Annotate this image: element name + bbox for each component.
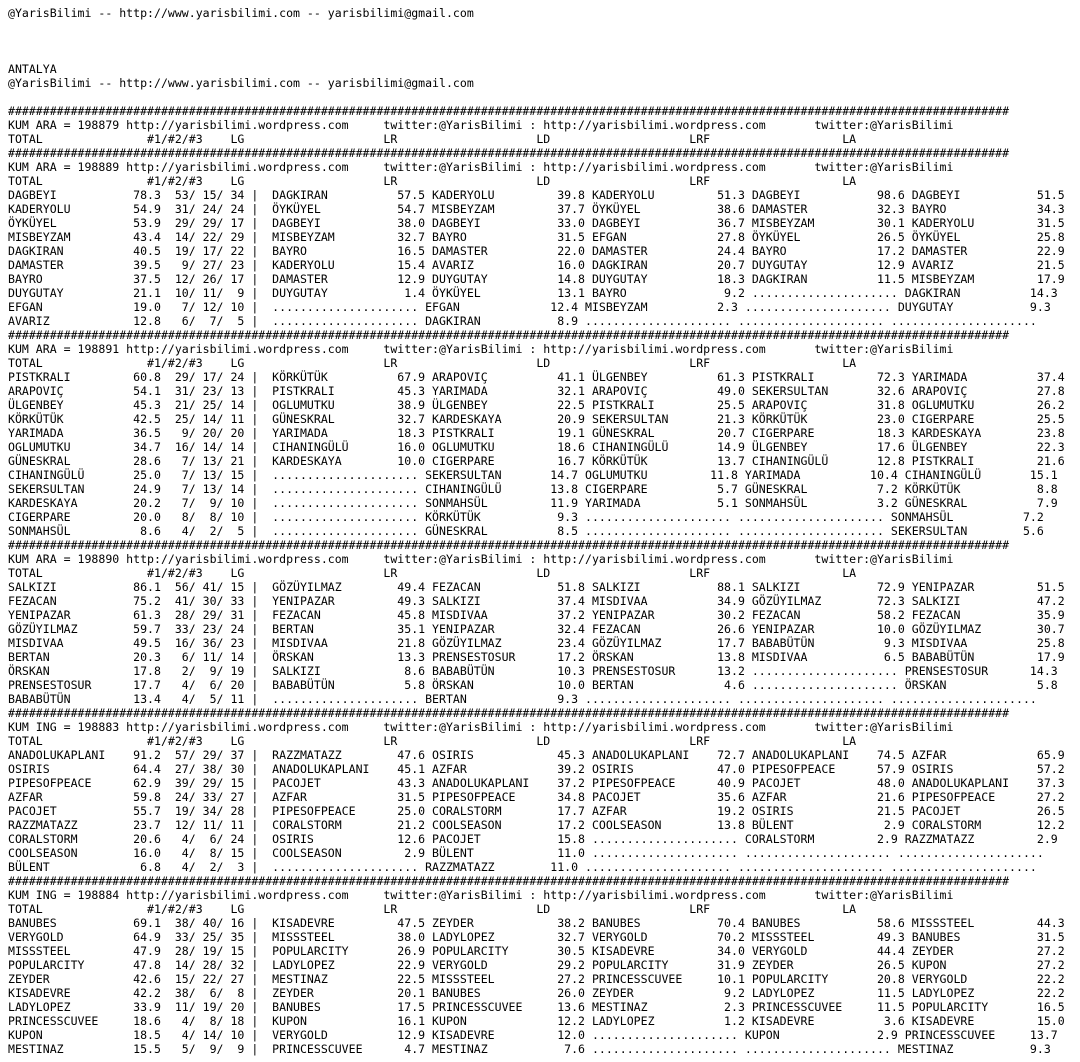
blank-line bbox=[8, 90, 1080, 104]
table-row: ÜLGENBEY 45.3 21/ 25/ 14 | OGLUMUTKU 38.9 ÜLGENBEY 22.5 PISTKRALI 25.5 ARAPOVIÇ 31.8 OGLUMUTKU 26.2 bbox=[8, 398, 1065, 412]
race-header: KUM ING = 198884 http://yarisbilimi.wordpress.com twitter:@YarisBilimi : http://yarisbilimi.wordpress.com twitter:@YarisBilimi bbox=[8, 888, 954, 902]
table-row: AVARIZ 12.8 6/ 7/ 5 | ..................... DAGKIRAN 8.9 ..................... ..................... ..................... bbox=[8, 314, 1037, 328]
race-header: KUM ARA = 198879 http://yarisbilimi.wordpress.com twitter:@YarisBilimi : http://yarisbilimi.wordpress.com twitter:@YarisBilimi bbox=[8, 118, 954, 132]
table-row: BANUBES 69.1 38/ 40/ 16 | KISADEVRE 47.5 ZEYDER 38.2 BANUBES 70.4 BANUBES 58.6 MISSSTEEL 44.3 bbox=[8, 916, 1065, 930]
table-row: DUYGUTAY 21.1 10/ 11/ 9 | DUYGUTAY 1.4 ÖYKÜYEL 13.1 BAYRO 9.2 ..................... DAGKIRAN 14.3 bbox=[8, 286, 1058, 300]
credit-line: @YarisBilimi -- http://www.yarisbilimi.com -- yarisbilimi@gmail.com bbox=[8, 76, 474, 90]
credit-line: @YarisBilimi -- http://www.yarisbilimi.com -- yarisbilimi@gmail.com bbox=[8, 6, 474, 20]
table-row: PACOJET 55.7 19/ 34/ 28 | PIPESOFPEACE 25.0 CORALSTORM 17.7 AZFAR 19.2 OSIRIS 21.5 PACOJET 26.5 bbox=[8, 804, 1065, 818]
table-row: BÜLENT 6.8 4/ 2/ 3 | ..................... RAZZMATAZZ 11.0 ..................... ..................... ..................... bbox=[8, 860, 1037, 874]
separator-line: ################################################################################################################################################ bbox=[8, 146, 1010, 160]
table-row: RAZZMATAZZ 23.7 12/ 11/ 11 | CORALSTORM 21.2 COOLSEASON 17.2 COOLSEASON 13.8 BÜLENT 2.9 CORALSTORM 12.2 bbox=[8, 818, 1065, 832]
table-row: CORALSTORM 20.6 4/ 6/ 24 | OSIRIS 12.6 PACOJET 15.8 ..................... CORALSTORM 2.9 RAZZMATAZZ 2.9 bbox=[8, 832, 1058, 846]
city-title: ANTALYA bbox=[8, 62, 57, 76]
table-row: ZEYDER 42.6 15/ 22/ 27 | MESTINAZ 22.5 MISSSTEEL 27.2 PRINCESSCUVEE 10.1 POPULARCITY 20.8 VERYGOLD 22.2 bbox=[8, 972, 1065, 986]
table-row: SALKIZI 86.1 56/ 41/ 15 | GÖZÜYILMAZ 49.4 FEZACAN 51.8 SALKIZI 88.1 SALKIZI 72.9 YENIPAZAR 51.5 bbox=[8, 580, 1065, 594]
table-row: EFGAN 19.0 7/ 12/ 10 | ..................... EFGAN 12.4 MISBEYZAM 2.3 ..................... DUYGUTAY 9.3 bbox=[8, 300, 1051, 314]
race-header: KUM ARA = 198890 http://yarisbilimi.wordpress.com twitter:@YarisBilimi : http://yarisbilimi.wordpress.com twitter:@YarisBilimi bbox=[8, 552, 954, 566]
table-row: CIHANINGÜLÜ 25.0 7/ 13/ 15 | ..................... SEKERSULTAN 14.7 OGLUMUTKU 11.8 YARIMADA 10.4 CIHANINGÜLÜ 15.1 bbox=[8, 468, 1058, 482]
table-row: KISADEVRE 42.2 38/ 6/ 8 | ZEYDER 20.1 BANUBES 26.0 ZEYDER 9.2 LADYLOPEZ 11.5 LADYLOPEZ 22.2 bbox=[8, 986, 1065, 1000]
table-row: PISTKRALI 60.8 29/ 17/ 24 | KÖRKÜTÜK 67.9 ARAPOVIÇ 41.1 ÜLGENBEY 61.3 PISTKRALI 72.3 YARIMADA 37.4 bbox=[8, 370, 1065, 384]
table-row: ANADOLUKAPLANI 91.2 57/ 29/ 37 | RAZZMATAZZ 47.6 OSIRIS 45.3 ANADOLUKAPLANI 72.7 ANADOLUKAPLANI 74.5 AZFAR 65.9 bbox=[8, 748, 1065, 762]
column-header: TOTAL #1/#2/#3 LG LR LD LRF LA bbox=[8, 902, 857, 916]
race-header: KUM ARA = 198891 http://yarisbilimi.wordpress.com twitter:@YarisBilimi : http://yarisbilimi.wordpress.com twitter:@YarisBilimi bbox=[8, 342, 954, 356]
table-row: COOLSEASON 16.0 4/ 8/ 15 | COOLSEASON 2.9 BÜLENT 11.0 ..................... ..................... ..................... bbox=[8, 846, 1044, 860]
table-row: VERYGOLD 64.9 33/ 25/ 35 | MISSSTEEL 38.0 LADYLOPEZ 32.7 VERYGOLD 70.2 MISSSTEEL 49.3 BANUBES 31.5 bbox=[8, 930, 1065, 944]
table-row: AZFAR 59.8 24/ 33/ 27 | AZFAR 31.5 PIPESOFPEACE 34.8 PACOJET 35.6 AZFAR 21.6 PIPESOFPEACE 27.2 bbox=[8, 790, 1065, 804]
table-row: OSIRIS 64.4 27/ 38/ 30 | ANADOLUKAPLANI 45.1 AZFAR 39.2 OSIRIS 47.0 PIPESOFPEACE 57.9 OSIRIS 57.2 bbox=[8, 762, 1065, 776]
table-row: POPULARCITY 47.8 14/ 28/ 32 | LADYLOPEZ 22.9 VERYGOLD 29.2 POPULARCITY 31.9 ZEYDER 26.5 KUPON 27.2 bbox=[8, 958, 1065, 972]
separator-line: ################################################################################################################################################ bbox=[8, 328, 1010, 342]
blank-line bbox=[8, 34, 1080, 48]
table-row: ÖYKÜYEL 53.9 29/ 29/ 17 | DAGBEYI 38.0 DAGBEYI 33.0 DAGBEYI 36.7 MISBEYZAM 30.1 KADERYOLU 31.5 bbox=[8, 216, 1065, 230]
table-row: FEZACAN 75.2 41/ 30/ 33 | YENIPAZAR 49.3 SALKIZI 37.4 MISDIVAA 34.9 GÖZÜYILMAZ 72.3 SALKIZI 47.2 bbox=[8, 594, 1065, 608]
table-row: GÖZÜYILMAZ 59.7 33/ 23/ 24 | BERTAN 35.1 YENIPAZAR 32.4 FEZACAN 26.6 YENIPAZAR 10.0 GÖZÜYILMAZ 30.7 bbox=[8, 622, 1065, 636]
table-row: MISBEYZAM 43.4 14/ 22/ 29 | MISBEYZAM 32.7 BAYRO 31.5 EFGAN 27.8 ÖYKÜYEL 26.5 ÖYKÜYEL 25.8 bbox=[8, 230, 1065, 244]
table-row: BERTAN 20.3 6/ 11/ 14 | ÖRSKAN 13.3 PRENSESTOSUR 17.2 ÖRSKAN 13.8 MISDIVAA 6.5 BABABÜTÜN 17.9 bbox=[8, 650, 1065, 664]
table-row: GÜNESKRAL 28.6 7/ 13/ 21 | KARDESKAYA 10.0 CIGERPARE 16.7 KÖRKÜTÜK 13.7 CIHANINGÜLÜ 12.8 PISTKRALI 21.6 bbox=[8, 454, 1065, 468]
table-row: CIGERPARE 20.0 8/ 8/ 10 | ..................... KÖRKÜTÜK 9.3 ..................... ..................... SONMAHSÜL 7.2 bbox=[8, 510, 1044, 524]
table-row: DAMASTER 39.5 9/ 27/ 23 | KADERYOLU 15.4 AVARIZ 16.0 DAGKIRAN 20.7 DUYGUTAY 12.9 AVARIZ 21.5 bbox=[8, 258, 1065, 272]
column-header: TOTAL #1/#2/#3 LG LR LD LRF LA bbox=[8, 132, 857, 146]
separator-line: ################################################################################################################################################ bbox=[8, 874, 1010, 888]
column-header: TOTAL #1/#2/#3 LG LR LD LRF LA bbox=[8, 566, 857, 580]
table-row: MISSSTEEL 47.9 28/ 19/ 15 | POPULARCITY 26.9 POPULARCITY 30.5 KISADEVRE 34.0 VERYGOLD 44.4 ZEYDER 27.2 bbox=[8, 944, 1065, 958]
table-row: KUPON 18.5 4/ 14/ 10 | VERYGOLD 12.9 KISADEVRE 12.0 ..................... KUPON 2.9 PRINCESSCUVEE 13.7 bbox=[8, 1028, 1058, 1042]
table-row: OGLUMUTKU 34.7 16/ 14/ 14 | CIHANINGÜLÜ 16.0 OGLUMUTKU 18.6 CIHANINGÜLÜ 14.9 ÜLGENBEY 17.6 ÜLGENBEY 22.3 bbox=[8, 440, 1065, 454]
separator-line: ################################################################################################################################################ bbox=[8, 104, 1010, 118]
table-row: PIPESOFPEACE 62.9 39/ 29/ 15 | PACOJET 43.3 ANADOLUKAPLANI 37.2 PIPESOFPEACE 40.9 PACOJET 48.0 ANADOLUKAPLANI 37.3 bbox=[8, 776, 1065, 790]
separator-line: ################################################################################################################################################ bbox=[8, 706, 1010, 720]
table-row: MISDIVAA 49.5 16/ 36/ 23 | MISDIVAA 21.8 GÖZÜYILMAZ 23.4 GÖZÜYILMAZ 17.7 BABABÜTÜN 9.3 MISDIVAA 25.8 bbox=[8, 636, 1065, 650]
table-row: DAGKIRAN 40.5 19/ 17/ 22 | BAYRO 16.5 DAMASTER 22.0 DAMASTER 24.4 BAYRO 17.2 DAMASTER 22.9 bbox=[8, 244, 1065, 258]
column-header: TOTAL #1/#2/#3 LG LR LD LRF LA bbox=[8, 174, 857, 188]
table-row: PRINCESSCUVEE 18.6 4/ 8/ 18 | KUPON 16.1 KUPON 12.2 LADYLOPEZ 1.2 KISADEVRE 3.6 KISADEVRE 15.0 bbox=[8, 1014, 1065, 1028]
table-row: MESTINAZ 15.5 5/ 9/ 9 | PRINCESSCUVEE 4.7 MESTINAZ 7.6 ..................... ..................... MESTINAZ 9.3 bbox=[8, 1042, 1051, 1056]
table-row: KÖRKÜTÜK 42.5 25/ 14/ 11 | GÜNESKRAL 32.7 KARDESKAYA 20.9 SEKERSULTAN 21.3 KÖRKÜTÜK 23.0 CIGERPARE 25.5 bbox=[8, 412, 1065, 426]
race-report bbox=[8, 104, 1080, 1056]
race-header: KUM ING = 198883 http://yarisbilimi.wordpress.com twitter:@YarisBilimi : http://yarisbilimi.wordpress.com twitter:@YarisBilimi bbox=[8, 720, 954, 734]
table-row: BABABÜTÜN 13.4 4/ 5/ 11 | ..................... BERTAN 9.3 ..................... ..................... ..................... bbox=[8, 692, 1037, 706]
table-row: ARAPOVIÇ 54.1 31/ 23/ 13 | PISTKRALI 45.3 YARIMADA 32.1 ARAPOVIÇ 49.0 SEKERSULTAN 32.6 ARAPOVIÇ 27.8 bbox=[8, 384, 1065, 398]
table-row: BAYRO 37.5 12/ 26/ 17 | DAMASTER 12.9 DUYGUTAY 14.8 DUYGUTAY 18.3 DAGKIRAN 11.5 MISBEYZAM 17.9 bbox=[8, 272, 1065, 286]
race-header: KUM ARA = 198889 http://yarisbilimi.wordpress.com twitter:@YarisBilimi : http://yarisbilimi.wordpress.com twitter:@YarisBilimi bbox=[8, 160, 954, 174]
table-row: YENIPAZAR 61.3 28/ 29/ 31 | FEZACAN 45.8 MISDIVAA 37.2 YENIPAZAR 30.2 FEZACAN 58.2 FEZACAN 35.9 bbox=[8, 608, 1065, 622]
blank-line bbox=[8, 20, 1080, 34]
column-header: TOTAL #1/#2/#3 LG LR LD LRF LA bbox=[8, 734, 857, 748]
table-row: ÖRSKAN 17.8 2/ 9/ 19 | SALKIZI 8.6 BABABÜTÜN 10.3 PRENSESTOSUR 13.2 ..................... PRENSESTOSUR 14.3 bbox=[8, 664, 1058, 678]
table-row: DAGBEYI 78.3 53/ 15/ 34 | DAGKIRAN 57.5 KADERYOLU 39.8 KADERYOLU 51.3 DAGBEYI 98.6 DAGBEYI 51.5 bbox=[8, 188, 1065, 202]
table-row: PRENSESTOSUR 17.7 4/ 6/ 20 | BABABÜTÜN 5.8 ÖRSKAN 10.0 BERTAN 4.6 ..................... ÖRSKAN 5.8 bbox=[8, 678, 1058, 692]
separator-line: ################################################################################################################################################ bbox=[8, 538, 1010, 552]
blank-line bbox=[8, 48, 1080, 62]
table-row: YARIMADA 36.5 9/ 20/ 20 | YARIMADA 18.3 PISTKRALI 19.1 GÜNESKRAL 20.7 CIGERPARE 18.3 KARDESKAYA 23.8 bbox=[8, 426, 1065, 440]
table-row: SEKERSULTAN 24.9 7/ 13/ 14 | ..................... CIHANINGÜLÜ 13.8 CIGERPARE 5.7 GÜNESKRAL 7.2 KÖRKÜTÜK 8.8 bbox=[8, 482, 1058, 496]
table-row: LADYLOPEZ 33.9 11/ 19/ 20 | BANUBES 17.5 PRINCESSCUVEE 13.6 MESTINAZ 2.3 PRINCESSCUVEE 11.5 POPULARCITY 16.5 bbox=[8, 1000, 1065, 1014]
table-row: KARDESKAYA 20.2 7/ 9/ 10 | ..................... SONMAHSÜL 11.9 YARIMADA 5.1 SONMAHSÜL 3.2 GÜNESKRAL 7.9 bbox=[8, 496, 1058, 510]
table-row: SONMAHSÜL 8.6 4/ 2/ 5 | ..................... GÜNESKRAL 8.5 ..................... ..................... SEKERSULTAN 5.6 bbox=[8, 524, 1044, 538]
table-row: KADERYOLU 54.9 31/ 24/ 24 | ÖYKÜYEL 54.7 MISBEYZAM 37.7 ÖYKÜYEL 38.6 DAMASTER 32.3 BAYRO 34.3 bbox=[8, 202, 1065, 216]
column-header: TOTAL #1/#2/#3 LG LR LD LRF LA bbox=[8, 356, 857, 370]
